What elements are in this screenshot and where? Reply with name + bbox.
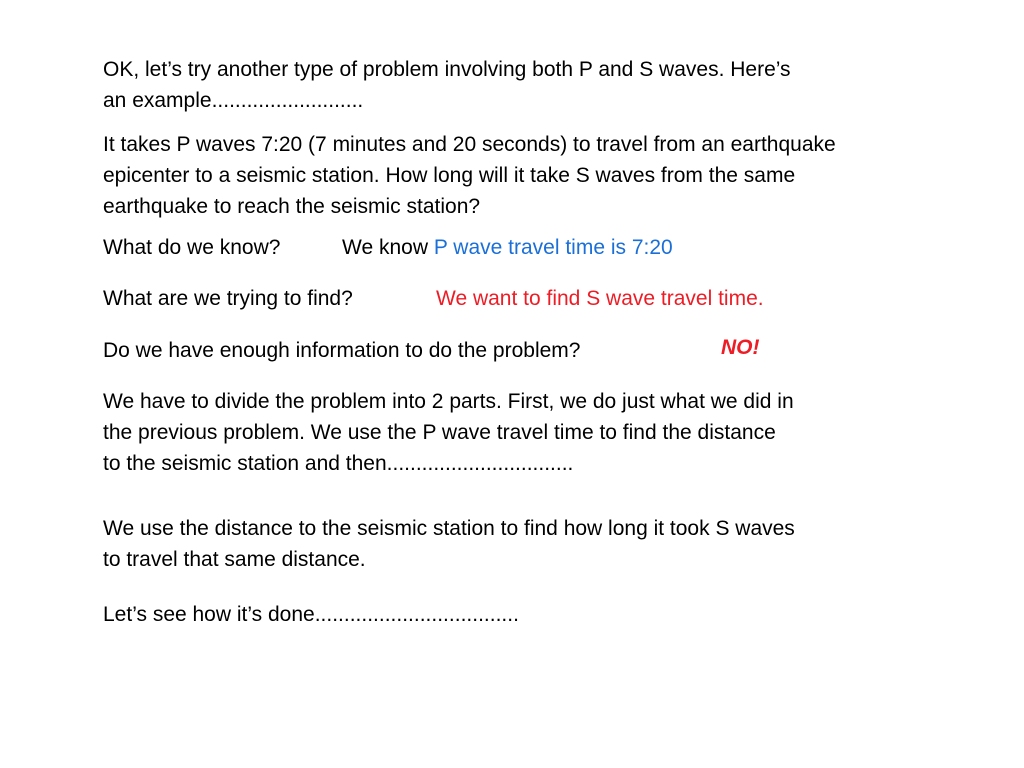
know-answer-prefix: We know <box>342 236 434 259</box>
divide-line-3: to the seismic station and then................................ <box>103 452 574 475</box>
intro-line-1: OK, let’s try another type of problem involving both P and S waves. Here’s <box>103 58 791 81</box>
intro-paragraph <box>103 54 791 116</box>
enough-question: Do we have enough information to do the problem? <box>103 339 581 362</box>
find-question: What are we trying to find? <box>103 287 353 310</box>
divide-line-1: We have to divide the problem into 2 parts. First, we do just what we did in <box>103 390 794 413</box>
problem-line-2: epicenter to a seismic station. How long will it take S waves from the same <box>103 164 796 187</box>
problem-line-3: earthquake to reach the seismic station? <box>103 195 481 218</box>
problem-line-1: It takes P waves 7:20 (7 minutes and 20 seconds) to travel from an earthquake <box>103 133 836 156</box>
closing-paragraph <box>103 599 519 630</box>
distance-line-1: We use the distance to the seismic station to find how long it took S waves <box>103 517 795 540</box>
intro-line-2: an example.......................... <box>103 89 364 112</box>
know-question: What do we know? <box>103 236 281 259</box>
distance-paragraph <box>103 513 795 575</box>
divide-line-2: the previous problem. We use the P wave travel time to find the distance <box>103 421 776 444</box>
divide-paragraph <box>103 386 794 479</box>
enough-answer: NO! <box>721 336 760 359</box>
closing-line: Let’s see how it’s done................................... <box>103 603 519 626</box>
distance-line-2: to travel that same distance. <box>103 548 366 571</box>
problem-paragraph <box>103 129 836 222</box>
know-answer-highlight: P wave travel time is 7:20 <box>433 236 673 259</box>
find-answer: We want to find S wave travel time. <box>436 287 764 310</box>
know-answer <box>342 232 673 263</box>
